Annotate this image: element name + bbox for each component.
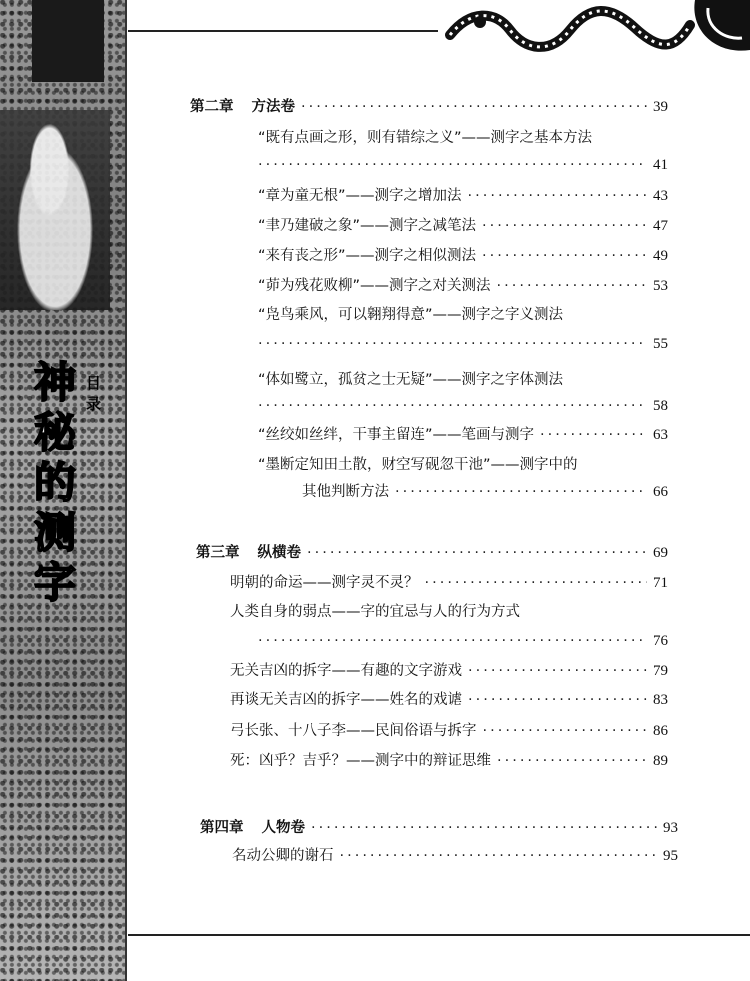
page-number: 53 xyxy=(653,278,668,294)
toc-entry[interactable] xyxy=(230,751,668,771)
dot-leader xyxy=(468,661,647,681)
entry-title: 再谈无关吉凶的拆字——姓名的戏谑 xyxy=(230,692,462,708)
dot-leader xyxy=(307,543,647,563)
chapter-4-entry[interactable] xyxy=(200,818,678,838)
dot-leader xyxy=(301,97,647,117)
dot-leader xyxy=(258,631,647,651)
toc-entry[interactable] xyxy=(258,396,668,416)
page-number: 55 xyxy=(653,336,668,352)
entry-title: “茆为残花败柳”——测字之对关测法 xyxy=(258,278,491,294)
toc-entry[interactable] xyxy=(258,246,668,266)
page-number: 86 xyxy=(653,723,668,739)
contents-label: 目录 xyxy=(84,375,102,417)
page-number: 69 xyxy=(653,545,668,561)
page-number: 66 xyxy=(653,484,668,500)
dot-leader xyxy=(340,846,658,866)
page-number: 63 xyxy=(653,427,668,443)
toc-entry[interactable] xyxy=(258,425,668,445)
dot-leader xyxy=(468,186,647,206)
toc-entry[interactable] xyxy=(258,631,668,651)
dot-leader xyxy=(395,482,647,502)
toc-entry[interactable] xyxy=(258,155,668,175)
toc-entry-line1[interactable]: “既有点画之形，则有错综之义”——测字之基本方法 xyxy=(258,130,593,146)
page-number: 47 xyxy=(653,218,668,234)
entry-title: 弓长张、十八子李——民间俗语与拆字 xyxy=(230,723,477,739)
entry-title: “聿乃建破之象”——测字之减笔法 xyxy=(258,218,477,234)
entry-title: “来有丧之形”——测字之相似测法 xyxy=(258,248,477,264)
page-number: 89 xyxy=(653,753,668,769)
toc-entry[interactable] xyxy=(258,216,668,236)
dot-leader xyxy=(311,818,657,838)
entry-title: “丝绞如丝绊，干事主留连”——笔画与测字 xyxy=(258,427,535,443)
entry-title: 名动公卿的谢石 xyxy=(232,848,334,864)
page-number: 43 xyxy=(653,188,668,204)
toc-entry-line1[interactable]: “凫鸟乘风，可以翱翔得意”——测字之字义测法 xyxy=(258,307,564,323)
dot-leader xyxy=(482,246,647,266)
chapter-title: 人物卷 xyxy=(261,820,305,836)
page-number: 76 xyxy=(653,633,668,649)
entry-title: “章为童无根”——测字之增加法 xyxy=(258,188,462,204)
toc-entry-line1[interactable]: 人类自身的弱点——字的宜忌与人的行为方式 xyxy=(230,604,520,620)
chapter-number: 第二章 xyxy=(190,99,234,115)
page-number: 39 xyxy=(653,99,668,115)
toc-entry[interactable] xyxy=(230,573,668,593)
entry-title-line2: 其他判断方法 xyxy=(302,484,389,500)
chapter-3-entry[interactable] xyxy=(196,543,668,563)
dot-leader xyxy=(497,276,647,296)
chapter-number: 第三章 xyxy=(196,545,240,561)
page-number: 93 xyxy=(663,820,678,836)
dot-leader xyxy=(258,155,647,175)
dot-leader xyxy=(483,721,648,741)
page-number: 58 xyxy=(653,398,668,414)
chapter-title: 纵横卷 xyxy=(257,545,301,561)
dot-leader xyxy=(425,573,648,593)
dot-leader xyxy=(258,334,647,354)
dot-leader xyxy=(258,396,647,416)
page-number: 83 xyxy=(653,692,668,708)
dot-leader xyxy=(540,425,647,445)
dot-leader xyxy=(482,216,647,236)
chapter-2-entry[interactable] xyxy=(190,97,668,117)
entry-title: 明朝的命运——测字灵不灵？ xyxy=(230,575,419,591)
toc-entry[interactable] xyxy=(230,721,668,741)
toc-entry[interactable] xyxy=(258,186,668,206)
toc-entry[interactable] xyxy=(230,690,668,710)
toc-entry[interactable] xyxy=(302,482,668,502)
dot-leader xyxy=(468,690,647,710)
entry-title: 无关吉凶的拆字——有趣的文字游戏 xyxy=(230,663,462,679)
page-number: 95 xyxy=(663,848,678,864)
toc-entry[interactable] xyxy=(230,661,668,681)
toc-entry-line1[interactable]: “墨断定知田土散，财空写砚忽干池”——测字中的 xyxy=(258,457,578,473)
toc-entry[interactable] xyxy=(258,276,668,296)
chapter-number: 第四章 xyxy=(200,820,244,836)
page-number: 49 xyxy=(653,248,668,264)
toc-entry-line1[interactable]: “体如鹭立，孤贫之士无疑”——测字之字体测法 xyxy=(258,372,564,388)
bottom-rule xyxy=(128,934,750,936)
page-number: 71 xyxy=(653,575,668,591)
entry-title: 死：凶乎？吉乎？——测字中的辩证思维 xyxy=(230,753,491,769)
toc-entry[interactable] xyxy=(258,334,668,354)
dot-leader xyxy=(497,751,647,771)
chapter-title: 方法卷 xyxy=(251,99,295,115)
toc-entry[interactable] xyxy=(232,846,678,866)
page-number: 79 xyxy=(653,663,668,679)
book-title-vertical: 神秘的测字 xyxy=(28,360,77,610)
page-number: 41 xyxy=(653,157,668,173)
